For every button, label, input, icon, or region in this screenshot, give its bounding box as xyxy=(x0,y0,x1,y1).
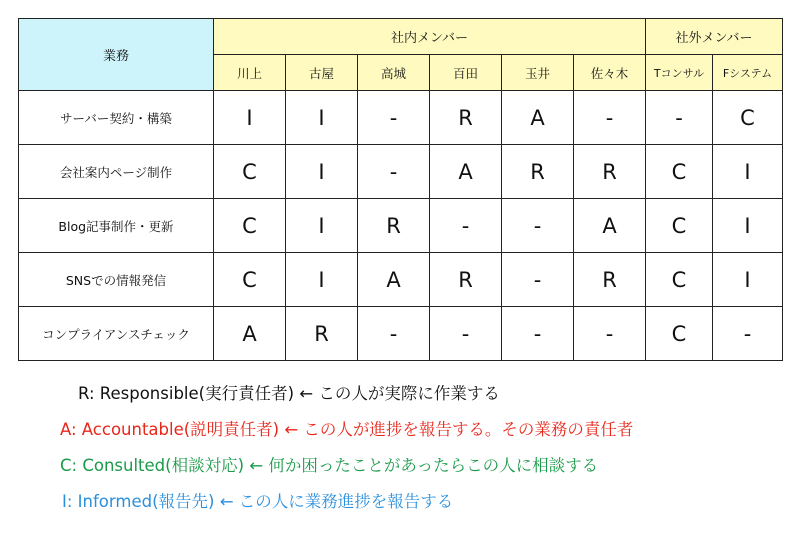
raci-cell: C xyxy=(214,199,286,253)
raci-cell: I xyxy=(286,199,358,253)
task-name: 会社案内ページ制作 xyxy=(19,145,214,199)
raci-cell: - xyxy=(358,145,430,199)
raci-cell: - xyxy=(358,307,430,361)
raci-cell: - xyxy=(574,91,646,145)
raci-cell: - xyxy=(574,307,646,361)
raci-cell: I xyxy=(713,253,783,307)
member-header: Tコンサル xyxy=(646,55,713,91)
member-header: 古屋 xyxy=(286,55,358,91)
task-name: コンプライアンスチェック xyxy=(19,307,214,361)
raci-cell: A xyxy=(358,253,430,307)
raci-cell: - xyxy=(713,307,783,361)
raci-cell: I xyxy=(286,253,358,307)
raci-table xyxy=(18,18,783,361)
raci-cell: - xyxy=(646,91,713,145)
member-header: 佐々木 xyxy=(574,55,646,91)
raci-cell: - xyxy=(502,253,574,307)
table-row xyxy=(19,253,783,307)
raci-cell: R xyxy=(430,91,502,145)
raci-cell: I xyxy=(214,91,286,145)
legend-responsible: R: Responsible(実行責任者) ← この人が実際に作業する xyxy=(78,384,500,403)
table-row xyxy=(19,145,783,199)
raci-cell: A xyxy=(430,145,502,199)
member-header: 高城 xyxy=(358,55,430,91)
raci-cell: C xyxy=(646,253,713,307)
raci-rows xyxy=(19,91,783,361)
raci-cell: - xyxy=(502,307,574,361)
raci-cell: I xyxy=(713,199,783,253)
legend-consulted: C: Consulted(相談対応) ← 何か困ったことがあったらこの人に相談する xyxy=(60,456,599,475)
raci-cell: A xyxy=(214,307,286,361)
raci-cell: R xyxy=(574,253,646,307)
raci-cell: I xyxy=(286,145,358,199)
raci-cell: A xyxy=(574,199,646,253)
group-header-external: 社外メンバー xyxy=(646,19,783,55)
raci-cell: C xyxy=(646,199,713,253)
task-header: 業務 xyxy=(19,19,214,91)
raci-cell: A xyxy=(502,91,574,145)
member-header: Fシステム xyxy=(713,55,783,91)
raci-cell: - xyxy=(430,307,502,361)
raci-cell: R xyxy=(286,307,358,361)
member-header: 玉井 xyxy=(502,55,574,91)
raci-cell: R xyxy=(502,145,574,199)
table-row xyxy=(19,307,783,361)
raci-cell: R xyxy=(430,253,502,307)
group-header-internal: 社内メンバー xyxy=(214,19,646,55)
table-row xyxy=(19,199,783,253)
task-name: サーバー契約・構築 xyxy=(19,91,214,145)
raci-cell: - xyxy=(502,199,574,253)
task-name: SNSでの情報発信 xyxy=(19,253,214,307)
legend-accountable: A: Accountable(説明責任者) ← この人が進捗を報告する。その業務の責任者 xyxy=(60,420,634,439)
raci-cell: C xyxy=(214,253,286,307)
raci-cell: - xyxy=(430,199,502,253)
legend-informed: I: Informed(報告先) ← この人に業務進捗を報告する xyxy=(62,492,454,511)
raci-cell: - xyxy=(358,91,430,145)
raci-cell: C xyxy=(646,307,713,361)
table-row xyxy=(19,91,783,145)
raci-cell: C xyxy=(214,145,286,199)
raci-cell: I xyxy=(286,91,358,145)
raci-cell: R xyxy=(358,199,430,253)
raci-cell: C xyxy=(713,91,783,145)
raci-cell: C xyxy=(646,145,713,199)
raci-cell: R xyxy=(574,145,646,199)
task-name: Blog記事制作・更新 xyxy=(19,199,214,253)
member-header: 百田 xyxy=(430,55,502,91)
member-header: 川上 xyxy=(214,55,286,91)
raci-cell: I xyxy=(713,145,783,199)
